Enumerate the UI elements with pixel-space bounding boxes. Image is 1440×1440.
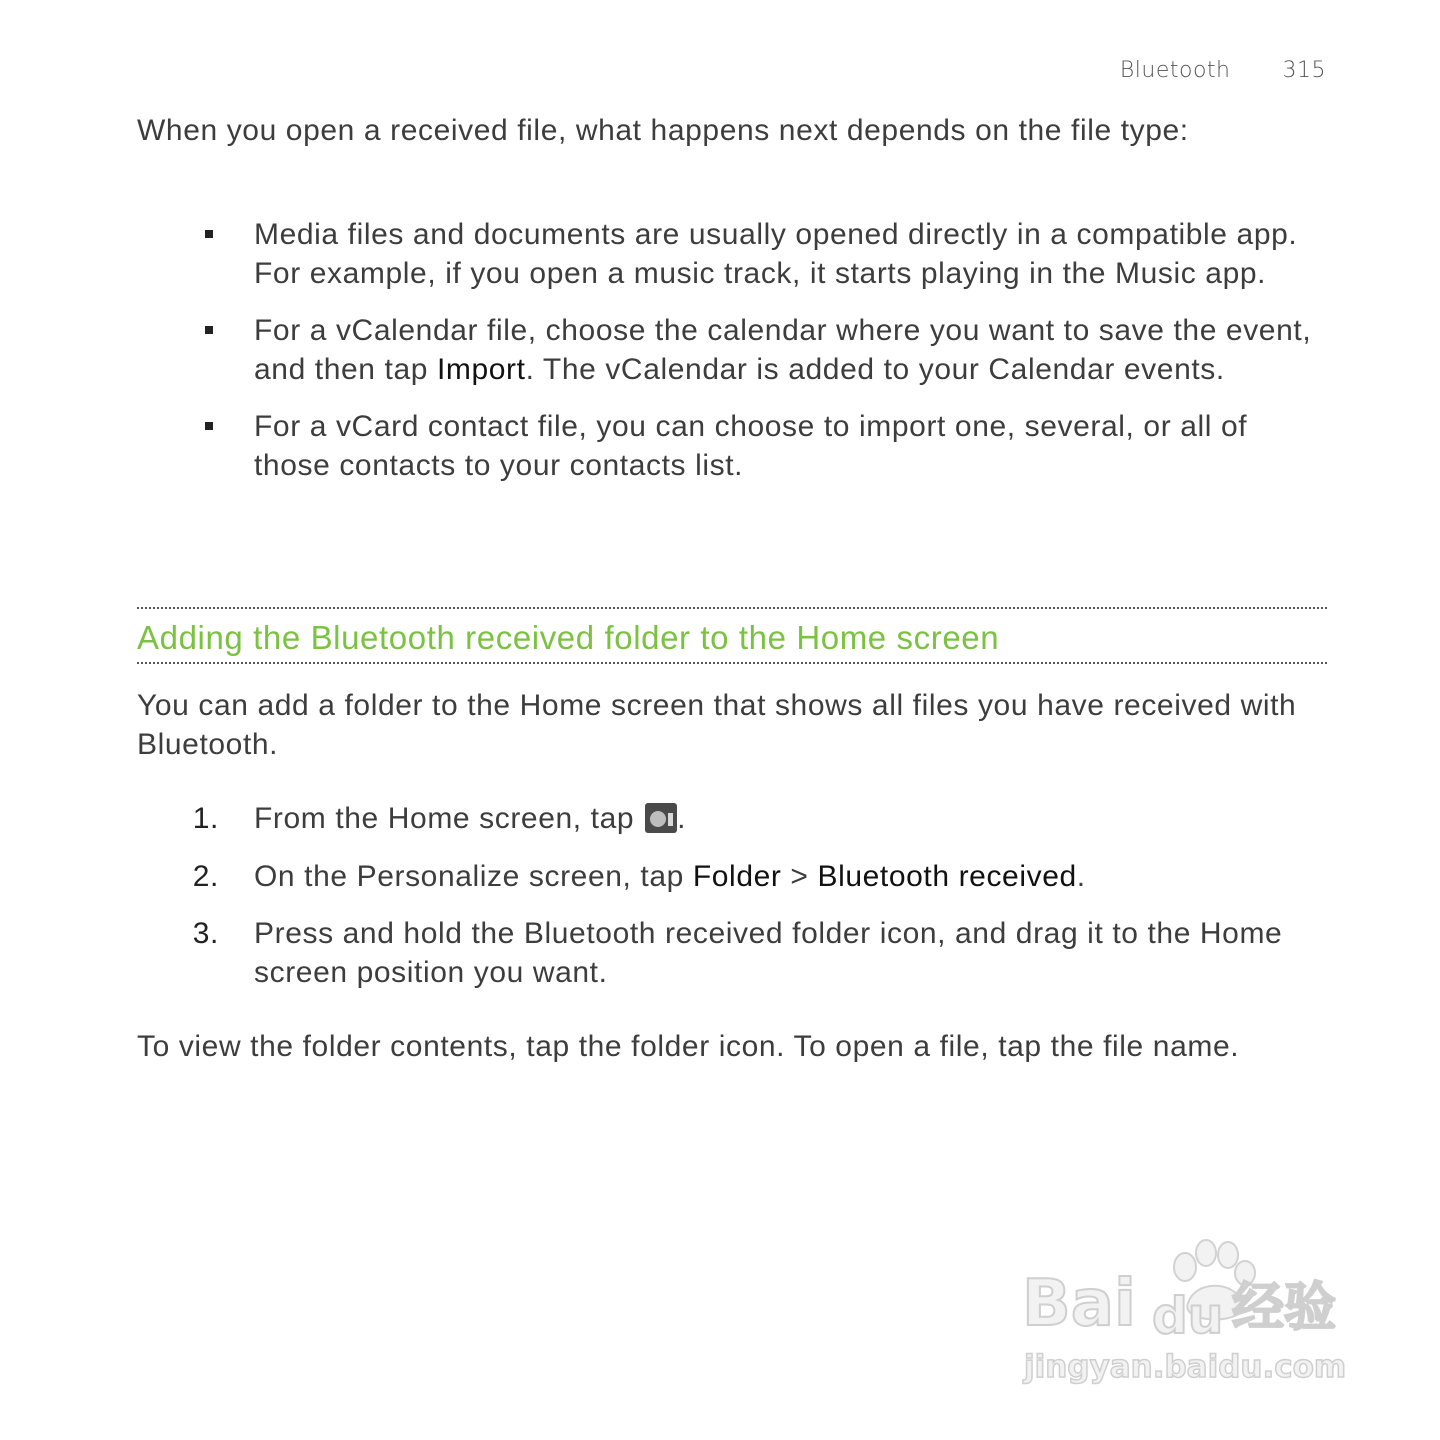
- section-heading: Adding the Bluetooth received folder to the Home screen: [137, 619, 1000, 656]
- step-item: [137, 858, 1327, 897]
- bullet-icon: [205, 422, 213, 430]
- svg-text:jingyan.baidu.com: jingyan.baidu.com: [1024, 1349, 1347, 1385]
- svg-text:经验: 经验: [1232, 1278, 1337, 1338]
- section-intro-paragraph: You can add a folder to the Home screen that shows all files you have received with Bluetooth.: [137, 689, 1297, 761]
- step-text-end: .: [1076, 859, 1086, 893]
- step-text-end: .: [677, 802, 687, 835]
- outro-paragraph: To view the folder contents, tap the folder icon. To open a file, tap the file name.: [137, 1030, 1240, 1063]
- intro-paragraph: When you open a received file, what happens next depends on the file type:: [137, 114, 1189, 147]
- step-text-start: From the Home screen, tap: [254, 802, 644, 835]
- list-item-text: Media files and documents are usually opened directly in a compatible app. For example, if you open a music track, it starts playing in the Music app.: [254, 218, 1298, 290]
- bullet-icon: [205, 326, 213, 334]
- baidu-watermark-logo: [1020, 1225, 1360, 1385]
- svg-text:du: du: [1152, 1287, 1224, 1345]
- list-item: [137, 312, 1327, 389]
- import-label: Import: [436, 352, 526, 386]
- page-number: 315: [1282, 58, 1326, 83]
- list-item-text-start: For a vCalendar file, choose the calendar where you want to save the event, and then tap: [254, 314, 1312, 386]
- step-text: Press and hold the Bluetooth received folder icon, and drag it to the Home screen position you want.: [254, 917, 1283, 989]
- bullet-icon: [205, 230, 213, 238]
- section-rule-top: [137, 607, 1327, 609]
- list-item: [137, 408, 1327, 485]
- running-header: [1120, 58, 1326, 83]
- step-number: 2.: [192, 859, 219, 893]
- step-separator: >: [781, 859, 818, 893]
- step-number: 1.: [192, 802, 219, 835]
- step-item: [137, 800, 1327, 839]
- list-item: [137, 216, 1327, 293]
- list-item-text: For a vCard contact file, you can choose to import one, several, or all of those contacts to your contacts list.: [254, 410, 1248, 482]
- list-item-text-end: . The vCalendar is added to your Calendar events.: [525, 352, 1225, 386]
- bluetooth-received-label: Bluetooth received: [817, 859, 1077, 893]
- section-rule-bottom: [137, 662, 1327, 664]
- file-type-list: [137, 216, 1327, 504]
- svg-text:Bai: Bai: [1022, 1267, 1136, 1341]
- step-number: 3.: [192, 917, 219, 950]
- steps-list: [137, 800, 1327, 1011]
- step-text-start: On the Personalize screen, tap: [254, 859, 693, 893]
- step-item: [137, 915, 1327, 992]
- personalize-icon: [645, 803, 677, 833]
- folder-label: Folder: [692, 859, 782, 893]
- chapter-title: Bluetooth: [1119, 58, 1231, 83]
